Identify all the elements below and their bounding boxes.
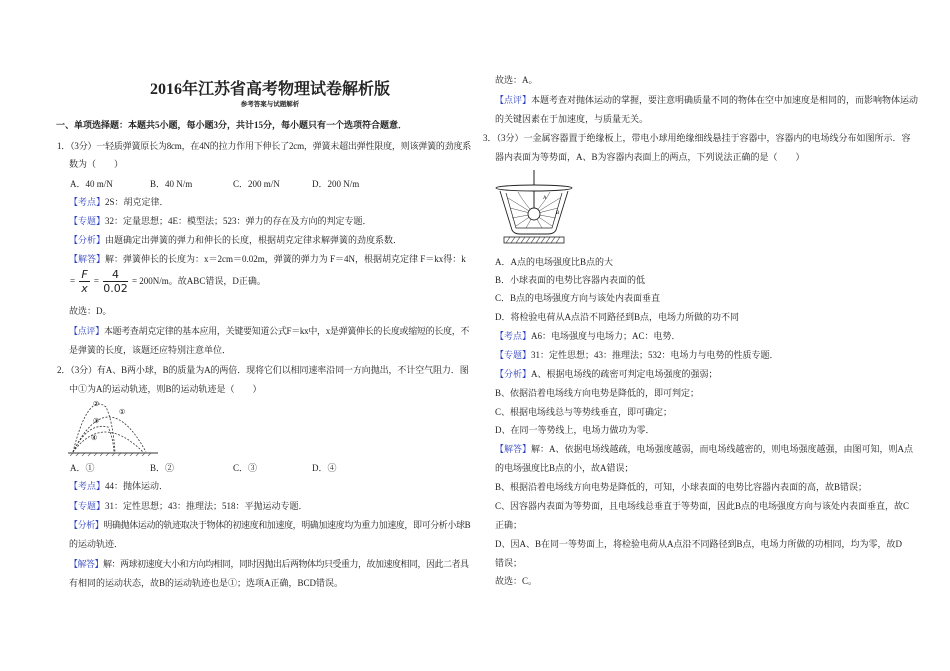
q1-kaodian xyxy=(69,196,169,208)
q3-kaodian xyxy=(495,330,681,342)
q1-dianping-line2: 是弹簧的长度，该题还应特别注意单位． xyxy=(69,345,232,355)
q2-dianping xyxy=(495,94,918,106)
q3-stem-line1: 3．（3分）一金属容器置于绝缘板上，带电小球用绝缘细线悬挂于容器中，容器内的电场线分布如图所示．容 xyxy=(483,133,911,143)
q1-dianping xyxy=(69,325,469,337)
q2-jieda-line2: 有相同的运动状态，故B的运动轨迹也是①；选项A正确，BCD错误。 xyxy=(69,578,344,588)
q2-dianping-line2: 的关键因素在于加速度，与质量无关。 xyxy=(495,114,649,124)
q1-dianping-text: 本题考查胡克定律的基本应用，关键要知道公式F＝kx中，x是弹簧伸长的长度或缩短的长度，不 xyxy=(103,326,470,336)
zhuanti-label: 【专题】 xyxy=(69,216,106,226)
q3-fenxi-d: D、在同一等势线上，电场力做功为零． xyxy=(495,425,655,435)
q1-stem-line1: 1．（3分）一轻质弹簧原长为8cm，在4N的拉力作用下伸长了2cm，弹簧未超出弹性限度，则该弹簧的劲度系 xyxy=(57,141,472,151)
denominator: 0.02 xyxy=(103,282,128,296)
q2-stem-line1: 2．（3分）有A、B两小球，B的质量为A的两倍．现将它们以相同速率沿同一方向抛出，不计空气阻力．图 xyxy=(57,365,469,375)
section-heading: 一、单项选择题：本题共5小题，每小题3分，共计15分，每小题只有一个选项符合题意． xyxy=(56,120,408,130)
numerator: 4 xyxy=(103,268,128,282)
q3-option-c: C．B点的电场强度方向与该处内表面垂直 xyxy=(495,293,661,303)
q3-jieda-line3: B、根据沿着电场线方向电势是降低的，可知，小球表面的电势比容器内表面的高，故B错误； xyxy=(495,482,868,492)
q2-fenxi-text: 明确抛体运动的轨迹取决于物体的初速度和加速度，明确加速度均为重力加速度，即可分析小球B xyxy=(103,520,471,530)
point-a-label: A xyxy=(543,196,547,201)
document-subtitle: 参考答案与试题解析 xyxy=(240,101,300,108)
q2-option-b: B．② xyxy=(150,463,175,473)
zhuanti-label: 【专题】 xyxy=(495,350,532,360)
q1-jieda xyxy=(69,253,466,265)
q3-fenxi-c: C、根据电场线总与等势线垂直，即可确定； xyxy=(495,407,673,417)
equals-sign: = xyxy=(93,276,99,286)
q3-zhuanti-text: 31：定性思想；43：推理法；532：电场力与电势的性质专题． xyxy=(531,350,779,360)
q1-option-c: C．200 m/N xyxy=(233,179,280,189)
q3-jieda-line2: 的电场强度比B点的小，故A错误； xyxy=(495,463,634,473)
q3-stem-line2: 器内表面为等势面，A、B为容器内表面上的两点，下列说法正确的是（ ） xyxy=(495,152,805,162)
q2-option-d: D．④ xyxy=(312,463,337,473)
q1-kaodian-text: 2S：胡克定律． xyxy=(105,197,169,207)
q3-fenxi-b: B、依据沿着电场线方向电势是降低的，即可判定； xyxy=(495,388,700,398)
trajectory-label-3: ③ xyxy=(93,417,100,425)
q2-option-a: A．① xyxy=(70,463,95,473)
zhuanti-label: 【专题】 xyxy=(69,501,106,511)
q2-option-c: C．③ xyxy=(233,463,258,473)
q2-fenxi xyxy=(69,519,470,531)
fenxi-label: 【分析】 xyxy=(69,235,106,245)
q3-option-b: B．小球表面的电势比容器内表面的低 xyxy=(495,275,646,285)
jieda-label: 【解答】 xyxy=(495,444,532,454)
q3-jieda-line4: C、因容器内表面为等势面，且电场线总垂直于等势面，因此B点的电场强度方向与该处内表面垂直，故C xyxy=(495,501,910,511)
q1-jieda-text: 解：弹簧伸长的长度为：x＝2cm＝0.02m，弹簧的弹力为 F＝4N，根据胡克定律 F＝kx得：k xyxy=(105,254,466,264)
q1-answer: 故选：D。 xyxy=(69,306,112,316)
q1-formula xyxy=(70,268,266,295)
q2-jieda xyxy=(69,558,469,570)
dianping-label: 【点评】 xyxy=(495,95,532,105)
trajectory-label-1: ① xyxy=(119,408,126,416)
trajectory-label-4: ④ xyxy=(91,434,98,442)
q1-option-a: A．40 m/N xyxy=(70,179,113,189)
metal-container-field-figure xyxy=(494,170,574,250)
projectile-trajectories-figure xyxy=(68,397,158,457)
q3-fenxi-text: A、根据电场线的疏密可判定电场强度的强弱； xyxy=(531,369,718,379)
dianping-label: 【点评】 xyxy=(69,326,104,336)
q3-answer: 故选：C。 xyxy=(495,576,538,586)
q3-jieda-line5: 正确； xyxy=(495,520,523,530)
fenxi-label: 【分析】 xyxy=(495,369,532,379)
q2-fenxi-line2: 的运动轨迹． xyxy=(69,539,124,549)
q1-option-b: B．40 N/m xyxy=(150,179,193,189)
q1-zhuanti xyxy=(69,215,372,227)
q2-kaodian xyxy=(69,480,168,492)
q2-stem-line2: 中①为A的运动轨迹，则B的运动轨迹是（ ） xyxy=(69,384,262,394)
fraction-4-over-002 xyxy=(103,268,128,295)
document-title: 2016年江苏省高考物理试卷解析版 xyxy=(149,81,390,98)
point-b-label: B xyxy=(556,211,560,216)
kaodian-label: 【考点】 xyxy=(69,197,106,207)
denominator: x xyxy=(81,282,88,296)
q3-jieda-text: 解：A、依据电场线越疏，电场强度越弱，而电场线越密的，则电场强度越强，由图可知，则A点 xyxy=(531,444,914,454)
q1-option-d: D．200 N/m xyxy=(312,179,360,189)
q3-fenxi xyxy=(495,368,718,380)
kaodian-label: 【考点】 xyxy=(495,331,532,341)
q1-stem-line2: 数为（ ） xyxy=(69,159,124,169)
q2-zhuanti xyxy=(69,500,308,512)
fraction-f-over-x xyxy=(79,268,89,295)
q1-fenxi-text: 由题确定出弹簧的弹力和伸长的长度，根据胡克定律求解弹簧的劲度系数． xyxy=(105,235,403,245)
q2-dianping-text: 本题考查对抛体运动的掌握，要注意明确质量不同的物体在空中加速度是相同的，而影响物体运动 xyxy=(531,95,919,105)
q3-kaodian-text: A6：电场强度与电场力；AC：电势． xyxy=(531,331,681,341)
q2-kaodian-text: 44：抛体运动． xyxy=(105,481,169,491)
q3-option-d: D．将检验电荷从A点沿不同路径到B点，电场力所做的功不同 xyxy=(495,312,740,322)
equals-sign: = xyxy=(70,276,76,286)
formula-result: = 200N/m。故ABC错误，D正确。 xyxy=(131,276,266,286)
q3-zhuanti xyxy=(495,349,779,361)
trajectory-label-2: ② xyxy=(93,400,100,408)
q3-jieda xyxy=(495,443,913,455)
kaodian-label: 【考点】 xyxy=(69,481,106,491)
q1-zhuanti-text: 32：定量思想；4E：模型法；523：弹力的存在及方向的判定专题． xyxy=(105,216,372,226)
q2-zhuanti-text: 31：定性思想；43：推理法；518：平抛运动专题． xyxy=(105,501,308,511)
jieda-label: 【解答】 xyxy=(69,559,104,569)
q2-answer: 故选：A。 xyxy=(495,75,538,85)
q3-jieda-line7: 错误； xyxy=(495,558,523,568)
numerator: F xyxy=(81,268,88,282)
q3-jieda-line6: D、因A、B在同一等势面上，将检验电荷从A点沿不同路径到B点，电场力所做的功相同，均为零，故D xyxy=(495,539,903,549)
jieda-label: 【解答】 xyxy=(69,254,106,264)
q2-jieda-text: 解：两球初速度大小和方向均相同，同时因抛出后两物体均只受重力，故加速度相同，因此二者具 xyxy=(103,559,469,569)
fenxi-label: 【分析】 xyxy=(69,520,104,530)
q3-option-a: A．A点的电场强度比B点的大 xyxy=(495,257,614,267)
q1-fenxi xyxy=(69,234,402,246)
